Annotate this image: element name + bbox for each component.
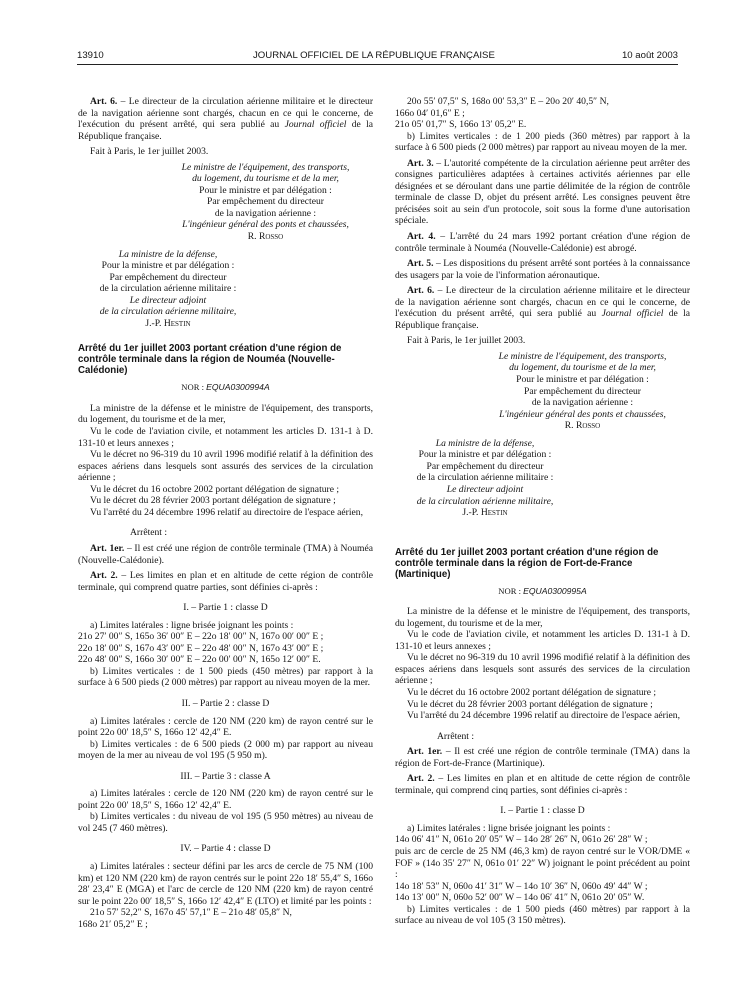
partie-1-lateral: a) Limites latérales : ligne brisée joignant les points : — [407, 822, 611, 834]
coordinate-line: 20o 55′ 07,5″ S, 168o 00′ 53,3″ E – 20o 20′ 40,5″ N, — [407, 96, 609, 107]
arretent: Arrêtent : — [437, 730, 475, 742]
article-4-paragraph: Art. 4. – L'arrêté du 24 mars 1992 portant création d'une région de contrôle terminale à Nouméa (Nouvelle-Calédonie) est abrogé. — [395, 231, 690, 254]
decree-title-noumea: Arrêté du 1er juillet 2003 portant création d'une région de contrôle terminale dans la région de Nouméa (Nouvelle-Calédonie) — [78, 343, 342, 377]
visa-item: Vu le décret du 28 février 2003 portant délégation de signature ; — [407, 698, 653, 710]
coordinate-line: 166o 04′ 01,6″ E ; — [395, 107, 465, 119]
signature-block-equipement: Le ministre de l'équipement, des transports, du logement, du tourisme et de la mer, Pour le ministre et par délégation : Par empêchement du directeur de la navigation aérienne : L'ingénieur général des ponts et chaussées, R. Rosso — [181, 161, 350, 243]
partie-1-vertical: b) Limites verticales : de 1 500 pieds (450 mètres) par rapport à la surface à 6 500 pieds (2 000 mètres) par rapport au niveau moyen de la mer. — [78, 665, 373, 689]
visa-item: Vu le décret no 96-319 du 10 avril 1996 modifié relatif à la définition des espaces aériens dans lesquels sont assurés des services de la circulation aérienne ; — [395, 652, 690, 687]
visa-item: Vu l'arrêté du 24 décembre 1996 relatif au directoire de l'espace aérien, — [407, 710, 680, 722]
page-header — [77, 50, 678, 64]
partie-1-vertical: b) Limites verticales : de 1 500 pieds (460 mètres) par rapport à la surface au niveau de vol 105 (3 150 mètres). — [395, 903, 690, 927]
coordinate-line: 21o 57′ 52,2″ S, 167o 45′ 57,1″ E – 21o 48′ 05,8″ N, — [90, 907, 292, 919]
left-column — [78, 96, 373, 930]
fait-a-paris: Fait à Paris, le 1er juillet 2003. — [407, 335, 526, 347]
visa-item: Vu le décret du 28 février 2003 portant délégation de signature ; — [90, 495, 336, 507]
signature-block-defense: La ministre de la défense, Pour la ministre et par délégation : Par empêchement du directeur de la circulation aérienne militaire : Le directeur adjoint de la circulation aérienne militaire, J.-P. Hestin — [416, 437, 554, 519]
visa-intro: La ministre de la défense et le ministre de l'équipement, des transports, du logement, du tourisme et de la mer, — [395, 606, 690, 629]
fait-a-paris: Fait à Paris, le 1er juillet 2003. — [90, 146, 209, 158]
article-2-paragraph: Art. 2. – Les limites en plan et en altitude de cette région de contrôle terminale, qui comprend cinq parties, sont définies ci-après : — [395, 773, 691, 796]
visa-intro: La ministre de la défense et le ministre de l'équipement, des transports, du logement, du tourisme et de la mer, — [78, 402, 373, 426]
partie-4-vertical: b) Limites verticales : de 1 200 pieds (360 mètres) par rapport à la surface à 6 500 pieds (2 000 mètres) par rapport au niveau moyen de la mer. — [395, 130, 690, 154]
coordinate-line: 14o 06′ 41″ N, 061o 20′ 05″ W – 14o 28′ 26″ N, 061o 26′ 28″ W ; — [395, 834, 648, 846]
article-1-paragraph: Art. 1er. – Il est créé une région de contrôle terminale (TMA) dans la région de Fort-de-France (Martinique). — [395, 746, 690, 769]
coordinate-line: 14o 13′ 00″ N, 060o 52′ 00″ W – 14o 06′ 41″ N, 061o 20′ 05″ W. — [395, 892, 645, 904]
header-rule — [77, 64, 678, 65]
coordinate-line: 22o 18′ 00″ S, 167o 43′ 00″ E – 22o 48′ 00″ N, 167o 43′ 00″ E ; — [78, 642, 324, 654]
article-3-paragraph: Art. 3. – L'autorité compétente de la circulation aérienne peut arrêter des consignes particulières adaptées à certaines activités aériennes par elle désignées et se déroulant dans une partie délimitée de la région de contrôle terminale de classe D, objet du présent arrêté. Les consignes peuvent être précisées soit au sein d'un protocole, soit sous la forme d'une autorisation spéciale. — [395, 157, 690, 227]
signature-block-defense: La ministre de la défense, Pour la ministre et par délégation : Par empêchement du directeur de la circulation aérienne militaire : Le directeur adjoint de la circulation aérienne militaire, J.-P. Hestin — [99, 248, 237, 329]
arc-description: puis arc de cercle de 25 NM (46,3 km) de rayon centré sur le VOR/DME « FOF » (14o 35′ 27″ N, 061o 01′ 22″ W) joignant le point précédent au point : — [395, 845, 690, 881]
arretent: Arrêtent : — [130, 527, 168, 539]
partie-4-lateral: a) Limites latérales : secteur défini par les arcs de cercle de 75 NM (100 km) et 120 NM (220 km) de rayon centrés sur le point 22o 18′ 55,4″ S, 166o 28′ 23,4″ E (MGA) et l'arc de cercle de 120 NM (220 km) de rayon centré sur le point 22o 00′ 18,5″ S, 166o 12′ 42,4″ E (LTO) et limité par les points : — [78, 860, 373, 907]
right-column — [395, 96, 690, 927]
partie-3-heading: III. – Partie 3 : classe A — [180, 770, 271, 782]
coordinate-line: 21o 05′ 01,7″ S, 166o 13′ 05,2″ E. — [395, 119, 527, 131]
visa-item: Vu le décret no 96-319 du 10 avril 1996 modifié relatif à la définition des espaces aériens dans lesquels sont assurés des services de la circulation aérienne ; — [78, 449, 373, 484]
article-6-paragraph: Art. 6. – Le directeur de la circulation aérienne militaire et le directeur de la navigation aérienne sont chargés, chacun en ce qui le concerne, de l'exécution du présent arrêté, qui sera publié au Journal officiel de la République française. — [78, 96, 374, 142]
page-number: 13910 — [77, 50, 104, 61]
partie-2-vertical: b) Limites verticales : de 6 500 pieds (2 000 m) par rapport au niveau moyen de la mer au niveau de vol 195 (5 950 m). — [78, 738, 373, 762]
partie-1-lateral: a) Limites latérales : ligne brisée joignant les points : — [90, 619, 294, 631]
coordinate-line: 168o 21′ 05,2″ E ; — [78, 918, 148, 930]
coordinate-line: 21o 27′ 00″ S, 165o 36′ 00″ E – 22o 18′ 00″ N, 167o 00′ 00″ E ; — [78, 631, 324, 643]
partie-3-vertical: b) Limites verticales : du niveau de vol 195 (5 950 mètres) au niveau de vol 245 (7 460 mètres). — [78, 811, 373, 834]
partie-1-heading: I. – Partie 1 : classe D — [183, 602, 268, 614]
partie-4-heading: IV. – Partie 4 : classe D — [180, 843, 271, 855]
nor-reference: NOR : EQUA0300995A — [498, 585, 587, 596]
visa-item: Vu le code de l'aviation civile, et notamment les articles D. 131-1 à D. 131-10 et leurs annexes ; — [78, 426, 373, 449]
signature-block-equipement: Le ministre de l'équipement, des transports, du logement, du tourisme et de la mer, Pour le ministre et par délégation : Par empêchement du directeur de la navigation aérienne : L'ingénieur général des ponts et chaussées, R. Rosso — [498, 350, 667, 432]
issue-date: 10 août 2003 — [621, 50, 678, 61]
nor-reference: NOR : EQUA0300994A — [181, 382, 270, 393]
visa-item: Vu l'arrêté du 24 décembre 1996 relatif au directoire de l'espace aérien, — [90, 506, 363, 518]
coordinate-line: 22o 48′ 00″ S, 166o 30′ 00″ E – 22o 00′ 00″ N, 165o 12′ 00″ E. — [78, 654, 321, 666]
article-5-paragraph: Art. 5. – Les dispositions du présent arrêté sont portées à la connaissance des usagers par la voie de l'information aéronautique. — [395, 258, 690, 281]
partie-1-heading: I. – Partie 1 : classe D — [500, 805, 585, 817]
partie-3-lateral: a) Limites latérales : cercle de 120 NM (220 km) de rayon centré sur le point 22o 00′ 18,5″ S, 166o 12′ 42,4″ E. — [78, 788, 373, 811]
journal-title: JOURNAL OFFICIEL DE LA RÉPUBLIQUE FRANÇAISE — [253, 50, 495, 61]
visa-item: Vu le code de l'aviation civile, et notamment les articles D. 131-1 à D. 131-10 et leurs annexes ; — [395, 629, 690, 652]
partie-2-lateral: a) Limites latérales : cercle de 120 NM (220 km) de rayon centré sur le point 22o 00′ 18,5″ S, 166o 12′ 42,4″ E. — [78, 715, 373, 739]
article-6-paragraph: Art. 6. – Le directeur de la circulation aérienne militaire et le directeur de la navigation aérienne sont chargés, chacun en ce qui le concerne, de l'exécution du présent arrêté, qui sera publié au Journal officiel de la République française. — [395, 285, 691, 331]
partie-2-heading: II. – Partie 2 : classe D — [181, 697, 270, 709]
visa-item: Vu le décret du 16 octobre 2002 portant délégation de signature ; — [407, 686, 657, 698]
visa-item: Vu le décret du 16 octobre 2002 portant délégation de signature ; — [90, 483, 340, 495]
article-2-paragraph: Art. 2. – Les limites en plan et en altitude de cette région de contrôle terminale, qui comprend quatre parties, sont définies ci-après : — [78, 570, 374, 593]
decree-title-fort-de-france: Arrêté du 1er juillet 2003 portant création d'une région de contrôle terminale dans la région de Fort-de-France (Martinique) — [395, 546, 659, 580]
coordinate-line: 14o 18′ 53″ N, 060o 41′ 31″ W – 14o 10′ 36″ N, 060o 49′ 44″ W ; — [395, 880, 648, 892]
article-1-paragraph: Art. 1er. – Il est créé une région de contrôle terminale (TMA) à Nouméa (Nouvelle-Calédonie). — [78, 542, 374, 566]
